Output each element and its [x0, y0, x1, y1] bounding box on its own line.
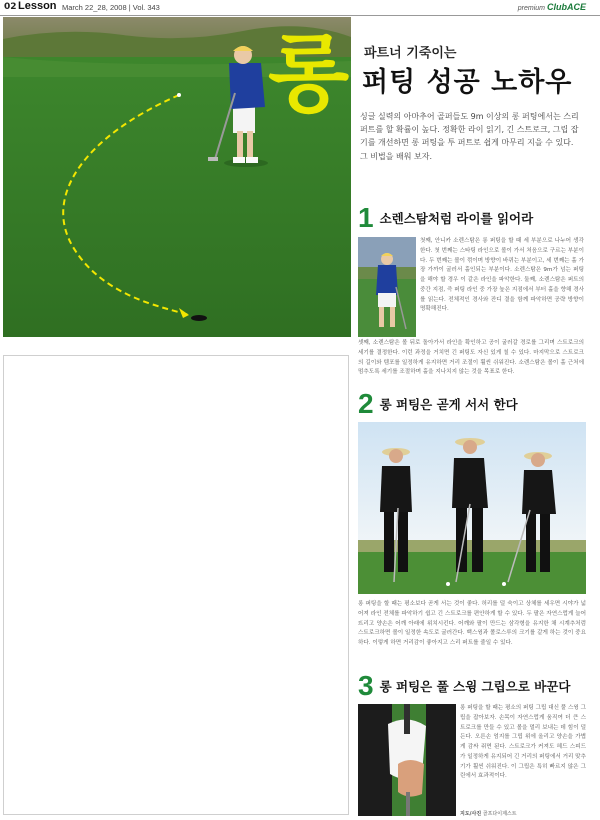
page-header: [0, 0, 600, 16]
magazine-logo: [518, 2, 586, 12]
section-1-photo-golfer-reading-line: [358, 237, 416, 337]
section-3-body: 롱 퍼팅을 할 때는 평소의 퍼팅 그립 대신 풀 스윙 그립을 잡아보자. 손목이 자연스럽게 움직여 더 큰 스트로크를 만들 수 있고 볼을 멀리 보내는 데 힘이 덜 든다. 오른손 엄지를 그립 위에 올리고 양손을 가볍게 감싸 쥐면 된다. 스트로크가 커져도 헤드 스피드가 일정하게 유지되어 긴 거리의 퍼팅에서 거리 맞추기가 훨씬 쉬워진다. 이 그립은 특히 빠르지 않은 그린에서 효과적이다.: [460, 705, 586, 780]
title-big-character: 롱: [268, 25, 350, 123]
credit-name: 골프다이제스트: [482, 811, 517, 817]
section-3-heading: [358, 672, 570, 700]
section-2-body: 롱 퍼팅을 할 때는 평소보다 곧게 서는 것이 좋다. 허리를 덜 숙이고 상체를 세우면 시야가 넓어져 라인 전체를 파악하기 쉽고 긴 스트로크를 편안하게 할 수 있다. 두 팔은 자연스럽게 늘어뜨리고 양손은 어깨 아래에 위치시킨다. 어깨와 팔이 만드는 삼각형을 유지한 채 시계추처럼 스트로크하면 볼이 일정한 속도로 굴러간다. 백스윙과 폴로스루의 크기를 같게 하는 것이 중요하다. 이렇게 하면 거리감이 좋아지고 스리 퍼트를 줄일 수 있다.: [358, 601, 586, 647]
article-subtitle: 파트너 기죽이는: [364, 46, 457, 61]
section-2-heading: [358, 390, 518, 418]
header-divider: [0, 15, 600, 16]
credit-label: 지도/사진: [460, 811, 482, 817]
section-3-number: 3: [358, 670, 374, 701]
magazine-prefix: premium: [517, 5, 545, 12]
empty-frame: [3, 355, 349, 815]
section-3-photo-grip-closeup: [358, 704, 456, 816]
section-label: Lesson: [18, 0, 57, 12]
article-intro: 싱글 실력의 아마추어 골퍼들도 9m 이상의 롱 퍼팅에서는 스리 퍼트를 할 확률이 높다. 정확한 라이 읽기, 긴 스트로크, 그립 잡기를 개선하면 롱 퍼팅을 투 퍼트로 쉽게 마무리 지을 수 있다. 그 비법을 배워 보자.: [360, 112, 579, 161]
section-2-number: 2: [358, 388, 374, 419]
section-1-body-beside-photo: 첫째, 안니카 소렌스탐은 롱 퍼팅을 할 때 세 부분으로 나누어 생각한다. 첫 번째는 스타팅 라인으로 볼이 가서 처음으로 구르는 부분이다. 두 번째는 볼이 꺾이며 방향이 바뀌는 부분이고, 세 번째는 홀 가장 가까이 굴러서 홀인되는 부분이다. 소렌스탐은 9m가 넘는 퍼팅을 해야 할 경우 이 같은 라인을 파악한다. 둘째, 소렌스탐은 퍼트의 중간 지점, 즉 퍼팅 라인 중 가장 높은 지점에서 부터 홀을 향해 경사를 읽는다. 전체적인 경사와 잔디 결을 함께 파악하면 공략 방향이 명확해진다.: [420, 238, 584, 313]
section-1-number: 1: [358, 202, 374, 233]
issue-info: March 22_28, 2008 | Vol. 343: [62, 3, 160, 12]
section-2-title: 롱 퍼팅은 곧게 서서 한다: [379, 397, 518, 412]
article-title: 퍼팅 성공 노하우: [362, 67, 573, 98]
section-1-body-below-photo: 셋째, 소렌스탐은 볼 뒤로 돌아가서 라인을 확인하고 공이 굴러갈 경로를 그리며 스트로크의 세기를 결정한다. 이런 과정을 거치면 긴 퍼팅도 자신 있게 칠 수 있다. 마지막으로 스트로크의 길이와 템포를 일정하게 유지하면 거리 조절이 훨씬 쉬워진다. 소렌스탐은 볼이 홀 근처에 멈추도록 세기를 조절하며 홀을 지나치지 않는 것을 목표로 한다.: [358, 340, 584, 376]
photo-credit: [460, 810, 517, 817]
magazine-name: ClubACE: [547, 2, 586, 12]
section-3-title: 롱 퍼팅은 풀 스윙 그립으로 바꾼다: [379, 679, 571, 694]
section-1-title: 소렌스탐처럼 라이를 읽어라: [379, 211, 534, 226]
section-1-heading: [358, 204, 533, 232]
page-number: 02: [4, 2, 17, 12]
section-2-photo-stance-sequence: [358, 422, 586, 594]
